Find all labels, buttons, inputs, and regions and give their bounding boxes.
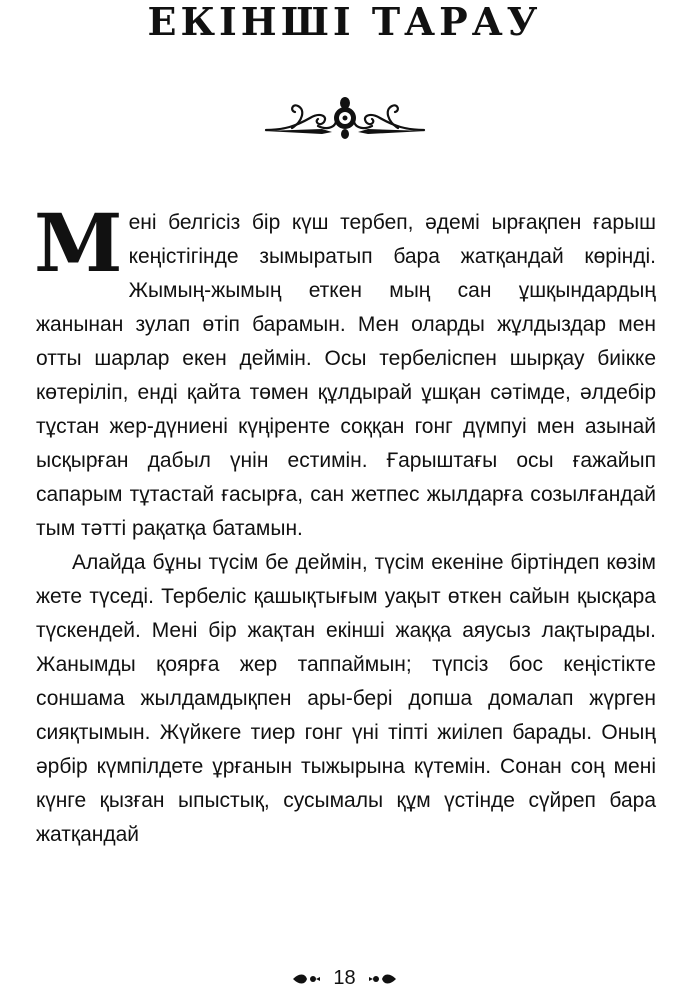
paragraph-2-text: Алайда бұны түсім бе деймін, түсім екеніне біртіндеп көзім жете түседі. Тербеліс қашықтығым уақыт өткен сайын қысқара түскендей. Мені бір жақтан екінші жаққа аяусыз лақтырады. Жанымды қоярға жер таппаймын; түпсіз бос кеңістікте соншама жылдамдықпен ары-бері допша домалап жүрген сияқтымын. Жүйкеге тиер гонг үні тіпті жиілеп барады. Оның әрбір күмпілдете ұрғанын тыжырына күтемін. Сонан соң мені күнге қызған ыпыстық, сусымалы құм үстінде сүйреп бара жатқандай [36,551,656,846]
paragraph-2 [36,546,656,852]
paragraph-1 [34,196,656,546]
drop-cap: М [34,196,123,290]
page-number: 18 [333,967,356,989]
floral-divider-icon [262,96,428,140]
fleuron-left-icon [291,971,321,987]
page-footer [0,967,689,990]
fleuron-right-icon [368,971,398,987]
chapter-title: ЕКІНШІ ТАРАУ [147,0,542,44]
chapter-body [34,196,656,852]
paragraph-1-text: ені белгісіз бір күш тербеп, әдемі ырғақпен ғарыш кеңістігінде зымыратып бара жатқандай көрінді. Жымың-жымың еткен мың сан ұшқындардың жанынан зулап өтіп барамын. Мен оларды жұлдыздар мен отты шарлар екен деймін. Осы тербеліспен шырқау биікке көтеріліп, енді қайта төмен құлдырай ұшқан сәтімде, әлдебір тұстан жер-дүниені күңіренте соққан гонг дүмпуі мен азынай ысқырған дабыл үнін естимін. Ғарыштағы осы ғажайып сапарым тұтастай ғасырға, сан жетпес жылдарға созылғандай тым тәтті рақатқа батамын. [36,211,656,540]
